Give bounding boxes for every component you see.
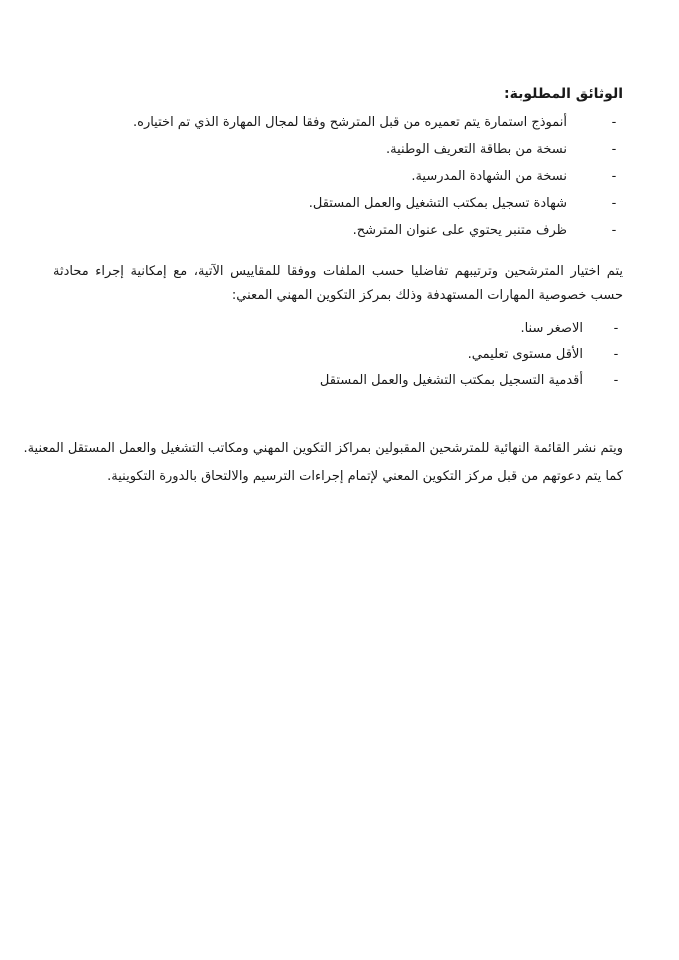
list-item: [63, 139, 623, 166]
list-item-text: أنموذج استمارة يتم تعميره من قبل المترشح وفقا لمجال المهارة الذي تم اختياره.: [133, 115, 567, 130]
list-bullet: -: [611, 169, 617, 184]
list-bullet: -: [613, 373, 619, 388]
list-item-text: الاصغر سنا.: [520, 321, 583, 336]
list-bullet: -: [611, 115, 617, 130]
final-paragraph: [23, 437, 623, 493]
list-item: [63, 193, 623, 220]
list-item: [63, 112, 623, 139]
final-line-publication: ويتم نشر القائمة النهائية للمترشحين المقبولين بمراكز التكوين المهني ومكاتب التشغيل والعمل المستقل المعنية.: [23, 441, 623, 456]
list-bullet: -: [611, 223, 617, 238]
list-item: [63, 318, 623, 344]
required-documents-list: [63, 112, 623, 247]
list-item-text: الأقل مستوى تعليمي.: [467, 347, 583, 362]
selection-criteria-list: [63, 318, 623, 396]
list-item-text: نسخة من الشهادة المدرسية.: [411, 169, 567, 184]
list-bullet: -: [611, 142, 617, 157]
list-item-text: نسخة من بطاقة التعريف الوطنية.: [386, 142, 567, 157]
required-documents-heading: الوثائق المطلوبة:: [503, 86, 623, 102]
final-line-invitation: كما يتم دعوتهم من قبل مركز التكوين المعني لإتمام إجراءات الترسيم والالتحاق بالدورة التكوينية.: [107, 469, 623, 484]
list-item-text: أقدمية التسجيل بمكتب التشغيل والعمل المستقل: [319, 373, 583, 388]
list-item-text: ظرف متنبر يحتوي على عنوان المترشح.: [352, 223, 567, 238]
list-bullet: -: [613, 321, 619, 336]
selection-paragraph: يتم اختيار المترشحين وترتيبهم تفاضليا حسب الملفات ووفقا للمقاييس الآتية، مع إمكانية إجراء محادثة حسب خصوصية المهارات المستهدفة وذلك بمركز التكوين المهني المعني:: [53, 264, 623, 303]
list-item-text: شهادة تسجيل بمكتب التشغيل والعمل المستقل.: [308, 196, 567, 211]
list-item: [63, 370, 623, 396]
list-item: [63, 220, 623, 247]
list-bullet: -: [613, 347, 619, 362]
list-item: [63, 344, 623, 370]
list-item: [63, 166, 623, 193]
list-bullet: -: [611, 196, 617, 211]
